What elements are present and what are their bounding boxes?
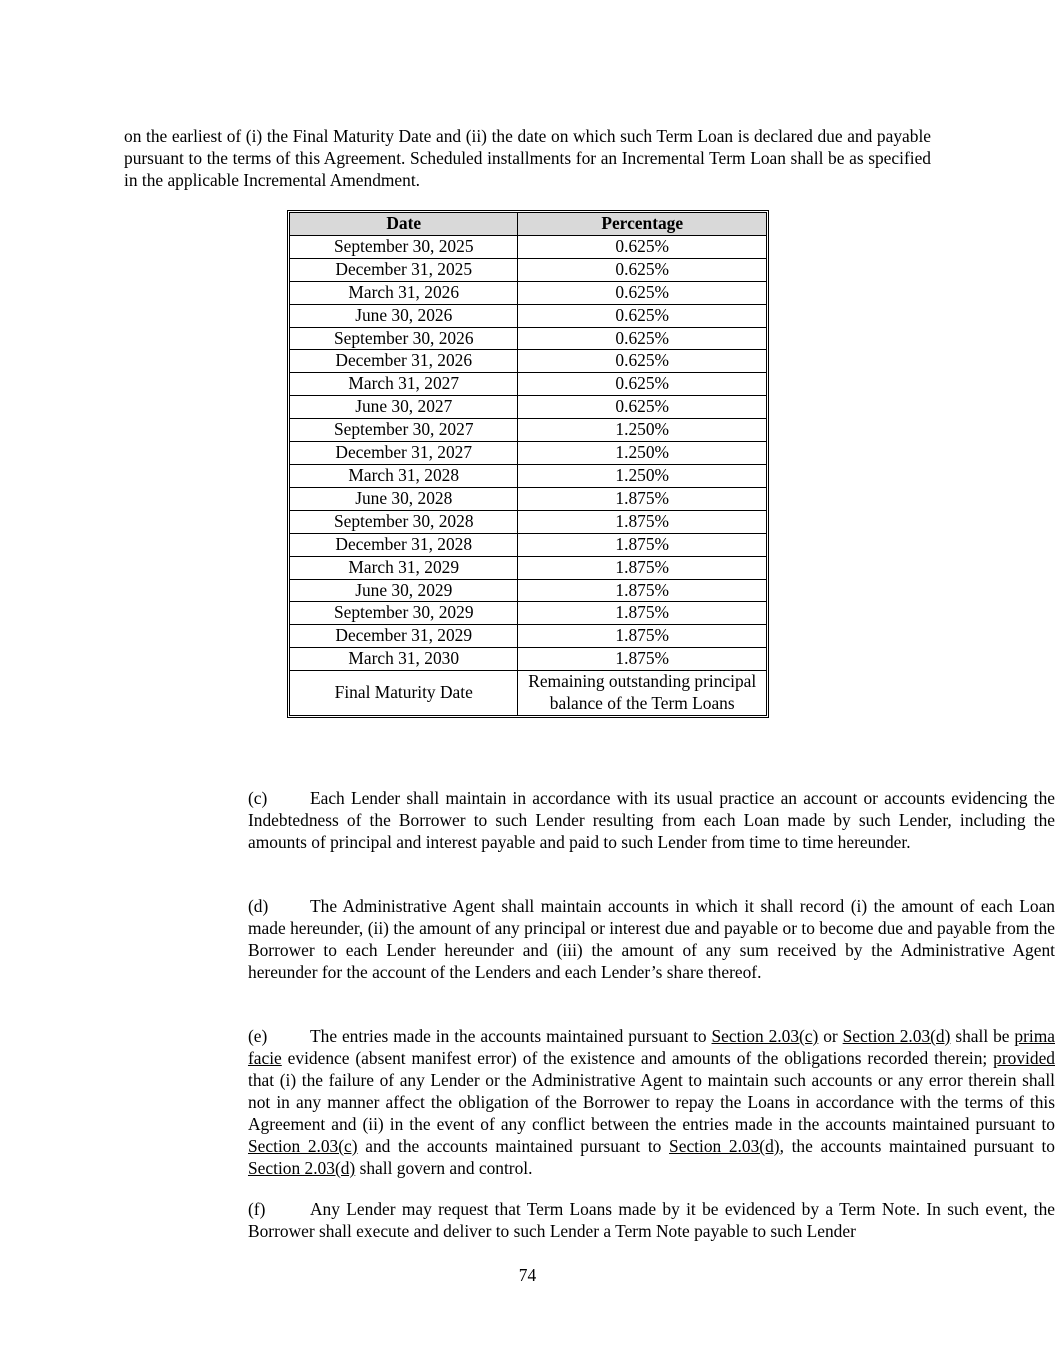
table-row bbox=[290, 258, 767, 281]
table-row bbox=[290, 510, 767, 533]
date-cell: December 31, 2025 bbox=[290, 258, 518, 281]
percentage-cell: 1.875% bbox=[518, 533, 767, 556]
percentage-cell: 0.625% bbox=[518, 281, 767, 304]
table-row bbox=[290, 648, 767, 671]
paragraph-f bbox=[124, 1198, 1055, 1242]
section-reference: Section 2.03(d) bbox=[842, 1026, 951, 1046]
section-reference: Section 2.03(c) bbox=[248, 1136, 358, 1156]
paragraph-text: or bbox=[818, 1026, 843, 1046]
percentage-cell: 1.250% bbox=[518, 442, 767, 465]
paragraph-text: evidence (absent manifest error) of the existence and amounts of the obligations recorded therein; bbox=[281, 1048, 994, 1068]
percentage-cell: 1.250% bbox=[518, 419, 767, 442]
date-cell: June 30, 2029 bbox=[290, 579, 518, 602]
date-cell: December 31, 2026 bbox=[290, 350, 518, 373]
percentage-cell: 1.875% bbox=[518, 510, 767, 533]
date-cell: December 31, 2027 bbox=[290, 442, 518, 465]
percentage-cell: 0.625% bbox=[518, 235, 767, 258]
column-header-percentage: Percentage bbox=[518, 213, 767, 236]
amortization-table bbox=[287, 210, 769, 718]
paragraph-marker: (c) bbox=[248, 788, 268, 808]
percentage-cell: 1.875% bbox=[518, 579, 767, 602]
date-cell: September 30, 2025 bbox=[290, 235, 518, 258]
page-number: 74 bbox=[518, 1265, 537, 1285]
paragraph-marker: (e) bbox=[248, 1026, 268, 1046]
date-cell: September 30, 2027 bbox=[290, 419, 518, 442]
column-header-date: Date bbox=[290, 213, 518, 236]
percentage-cell: Remaining outstanding principal balance of the Term Loans bbox=[518, 671, 767, 716]
table-row bbox=[290, 625, 767, 648]
date-cell: March 31, 2028 bbox=[290, 464, 518, 487]
paragraph-e bbox=[124, 1025, 1055, 1179]
table-row bbox=[290, 281, 767, 304]
percentage-cell: 1.875% bbox=[518, 648, 767, 671]
section-reference: Section 2.03(d) bbox=[669, 1136, 780, 1156]
paragraph-text: The entries made in the accounts maintained pursuant to bbox=[310, 1026, 712, 1046]
table-row bbox=[290, 373, 767, 396]
table-row bbox=[290, 327, 767, 350]
date-cell: June 30, 2026 bbox=[290, 304, 518, 327]
paragraph-text: , the accounts maintained pursuant to bbox=[779, 1136, 1055, 1156]
table-row bbox=[290, 396, 767, 419]
table-row bbox=[290, 579, 767, 602]
paragraph-text: Each Lender shall maintain in accordance with its usual practice an account or accounts evidencing the Indebtedness of the Borrower to such Lender resulting from each Loan made by such Lender, including the amounts of principal and interest payable and paid to such Lender from time to time hereunder. bbox=[248, 788, 1055, 852]
table-row bbox=[290, 304, 767, 327]
paragraph-marker: (d) bbox=[248, 896, 269, 916]
date-cell: March 31, 2026 bbox=[290, 281, 518, 304]
date-cell: June 30, 2028 bbox=[290, 487, 518, 510]
date-cell: September 30, 2029 bbox=[290, 602, 518, 625]
section-reference: Section 2.03(c) bbox=[711, 1026, 819, 1046]
table-row bbox=[290, 419, 767, 442]
percentage-cell: 1.875% bbox=[518, 602, 767, 625]
table-header-row bbox=[290, 213, 767, 236]
term-facie: facie bbox=[248, 1048, 282, 1068]
date-cell: September 30, 2028 bbox=[290, 510, 518, 533]
percentage-cell: 0.625% bbox=[518, 327, 767, 350]
table-row bbox=[290, 442, 767, 465]
date-cell: March 31, 2030 bbox=[290, 648, 518, 671]
paragraph-d bbox=[124, 895, 1055, 983]
term-provided: provided bbox=[993, 1048, 1055, 1068]
section-reference: Section 2.03(d) bbox=[248, 1158, 356, 1178]
date-cell: Final Maturity Date bbox=[290, 671, 518, 716]
date-cell: March 31, 2029 bbox=[290, 556, 518, 579]
date-cell: March 31, 2027 bbox=[290, 373, 518, 396]
percentage-cell: 1.875% bbox=[518, 556, 767, 579]
percentage-cell: 0.625% bbox=[518, 304, 767, 327]
percentage-cell: 0.625% bbox=[518, 258, 767, 281]
percentage-cell: 0.625% bbox=[518, 396, 767, 419]
schedule-table bbox=[289, 212, 767, 716]
table-row bbox=[290, 235, 767, 258]
paragraph-text: Any Lender may request that Term Loans made by it be evidenced by a Term Note. In such event, the Borrower shall execute and deliver to such Lender a Term Note payable to such Lender bbox=[248, 1199, 1055, 1241]
percentage-cell: 1.875% bbox=[518, 625, 767, 648]
table-row bbox=[290, 602, 767, 625]
table-row bbox=[290, 487, 767, 510]
intro-paragraph: on the earliest of (i) the Final Maturity Date and (ii) the date on which such Term Loan is declared due and payable pursuant to the terms of this Agreement. Scheduled installments for an Incremental Term Loan shall be as specified in the applicable Incremental Amendment. bbox=[124, 126, 931, 190]
percentage-cell: 1.250% bbox=[518, 464, 767, 487]
table-row bbox=[290, 556, 767, 579]
date-cell: December 31, 2028 bbox=[290, 533, 518, 556]
date-cell: September 30, 2026 bbox=[290, 327, 518, 350]
table-row bbox=[290, 350, 767, 373]
paragraph-c bbox=[124, 787, 1055, 853]
paragraph-text: shall be bbox=[950, 1026, 1015, 1046]
percentage-cell: 1.875% bbox=[518, 487, 767, 510]
table-row-final bbox=[290, 671, 767, 716]
paragraph-text: The Administrative Agent shall maintain accounts in which it shall record (i) the amount of each Loan made hereunder, (ii) the amount of any principal or interest due and payable or to become due and payable from the Borrower to each Lender hereunder and (iii) the amount of any sum received by the Administrative Agent hereunder for the account of the Lenders and each Lender’s share thereof. bbox=[248, 896, 1055, 982]
percentage-cell: 0.625% bbox=[518, 373, 767, 396]
date-cell: June 30, 2027 bbox=[290, 396, 518, 419]
paragraph-marker: (f) bbox=[248, 1199, 266, 1219]
percentage-cell: 0.625% bbox=[518, 350, 767, 373]
paragraph-text: and the accounts maintained pursuant to bbox=[357, 1136, 670, 1156]
table-row bbox=[290, 533, 767, 556]
date-cell: December 31, 2029 bbox=[290, 625, 518, 648]
table-row bbox=[290, 464, 767, 487]
term-prima: prima bbox=[1014, 1026, 1055, 1046]
paragraph-text: shall govern and control. bbox=[355, 1158, 533, 1178]
paragraph-text: that (i) the failure of any Lender or the Administrative Agent to maintain such accounts or any error therein shall not in any manner affect the obligation of the Borrower to repay the Loans in accordance with the terms of this Agreement and (ii) in the event of any conflict between the entries made in the accounts maintained pursuant to bbox=[248, 1070, 1055, 1134]
